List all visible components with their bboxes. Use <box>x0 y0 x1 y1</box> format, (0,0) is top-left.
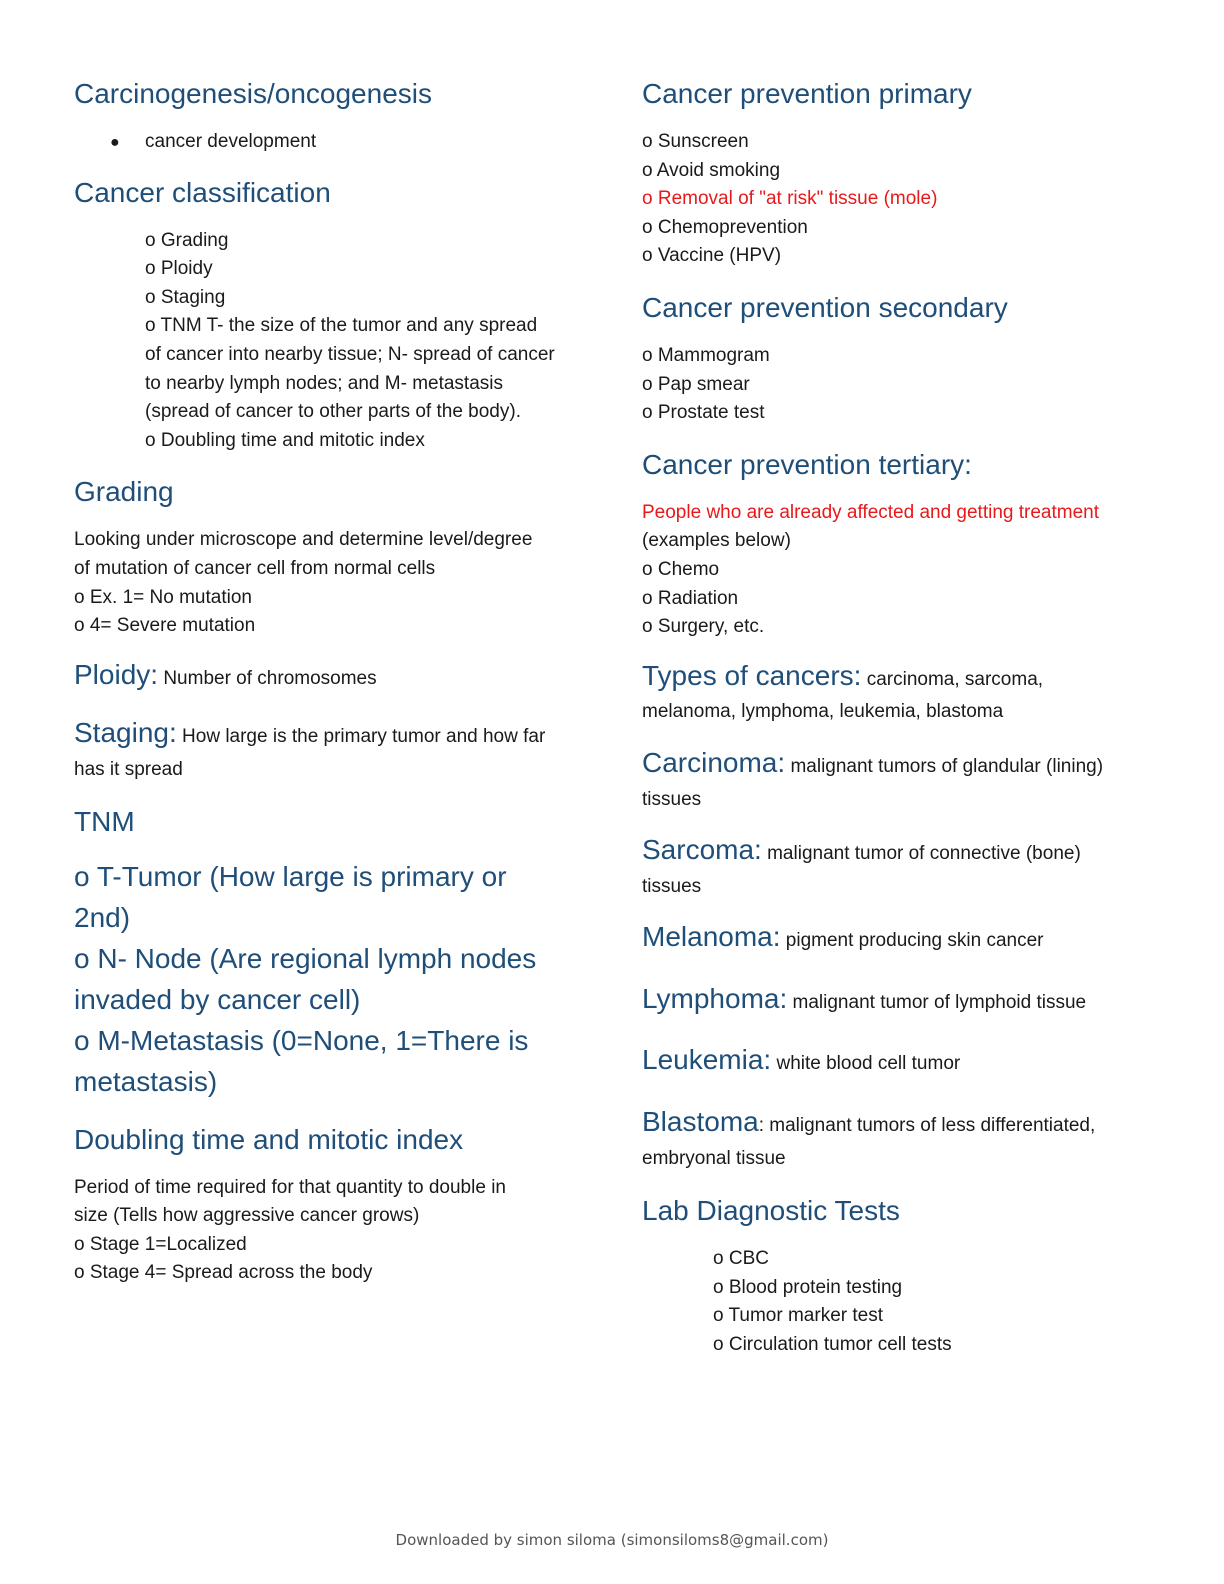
list-item: o Sunscreen <box>642 131 749 152</box>
tnm-line: 2nd) <box>74 901 131 933</box>
list-item: (examples below) <box>642 530 791 552</box>
carcinoma-block <box>642 746 1152 814</box>
tertiary-list <box>642 499 1152 642</box>
bullet-text: cancer development <box>145 131 317 152</box>
sarcoma-label: Sarcoma: <box>642 834 762 866</box>
download-footer: Downloaded by simon siloma (simonsiloms8@gmail.com) <box>395 1531 829 1549</box>
sarcoma-line <box>642 836 1152 869</box>
lymphoma-text: malignant tumor of lymphoid tissue <box>787 991 1087 1013</box>
right-column <box>642 76 1152 1360</box>
text-line: o Stage 4= Spread across the body <box>74 1262 373 1284</box>
bullet-icon: ● <box>110 134 120 151</box>
list-item: o Prostate test <box>642 402 765 424</box>
carcinoma-label: Carcinoma: <box>642 746 786 778</box>
list-item: of cancer into nearby tissue; N- spread of cancer <box>145 343 555 365</box>
ploidy-label: Ploidy: <box>74 658 159 690</box>
heading-lab-tests: Lab Diagnostic Tests <box>642 1195 900 1227</box>
blastoma-text-cont: embryonal tissue <box>642 1147 786 1169</box>
text-line: o 4= Severe mutation <box>74 615 256 637</box>
melanoma-label: Melanoma: <box>642 921 781 953</box>
text-line: Period of time required for that quantity to double in <box>74 1176 506 1198</box>
carcinoma-text-cont: tissues <box>642 788 702 810</box>
list-item: o Grading <box>145 229 229 251</box>
list-item: o Staging <box>145 286 226 308</box>
heading-prevention-primary: Cancer prevention primary <box>642 78 972 109</box>
staging-label: Staging: <box>74 717 177 749</box>
heading-classification: Cancer classification <box>74 176 331 208</box>
list-item: o Doubling time and mitotic index <box>145 429 425 451</box>
list-item: o Tumor marker test <box>713 1305 883 1327</box>
left-column <box>74 76 574 1288</box>
carcinoma-line <box>642 746 1152 782</box>
list-item: o Ploidy <box>145 258 213 280</box>
grading-body <box>74 526 574 640</box>
list-item: o Blood protein testing <box>713 1276 903 1298</box>
sarcoma-block <box>642 836 1152 901</box>
list-item: o Chemoprevention <box>642 216 808 238</box>
ploidy-text: Number of chromosomes <box>158 667 377 689</box>
list-item: o Radiation <box>642 587 739 609</box>
list-item: o TNM T- the size of the tumor and any spread <box>145 315 538 337</box>
list-item: o Chemo <box>642 558 720 580</box>
blastoma-line <box>642 1108 1152 1141</box>
highlighted-line: People who are already affected and getting treatment <box>642 501 1100 523</box>
types-text: carcinoma, sarcoma, <box>861 668 1044 690</box>
heading-tnm: TNM <box>74 805 135 837</box>
secondary-list <box>642 342 1152 428</box>
list-item: (spread of cancer to other parts of the body). <box>145 401 521 423</box>
tnm-line: o T-Tumor (How large is primary or <box>74 860 507 892</box>
ploidy-line <box>74 658 574 694</box>
leukemia-label: Leukemia: <box>642 1044 772 1076</box>
list-item: o Surgery, etc. <box>642 616 765 638</box>
lymphoma-line <box>642 982 1152 1018</box>
list-item: o CBC <box>713 1248 769 1270</box>
list-item: o Circulation tumor cell tests <box>713 1334 952 1356</box>
types-label: Types of cancers: <box>642 659 862 691</box>
list-item: o Avoid smoking <box>642 159 781 181</box>
text-line: Looking under microscope and determine level/degree <box>74 529 533 551</box>
text-line: of mutation of cancer cell from normal cells <box>74 557 436 579</box>
text-line: size (Tells how aggressive cancer grows) <box>74 1205 420 1227</box>
primary-list <box>642 128 1152 271</box>
types-text-cont: melanoma, lymphoma, leukemia, blastoma <box>642 701 1004 723</box>
blastoma-label: Blastoma <box>642 1106 759 1138</box>
list-item: to nearby lymph nodes; and M- metastasis <box>145 372 504 394</box>
staging-block <box>74 719 574 784</box>
classification-list <box>74 227 574 456</box>
staging-text: How large is the primary tumor and how far <box>176 726 546 748</box>
sarcoma-text-cont: tissues <box>642 875 702 897</box>
staging-line <box>74 719 574 752</box>
melanoma-line <box>642 923 1152 956</box>
text-line: o Stage 1=Localized <box>74 1233 247 1255</box>
staging-text-cont: has it spread <box>74 758 183 780</box>
list-item: o Pap smear <box>642 373 750 395</box>
blastoma-text: : malignant tumors of less differentiated, <box>758 1115 1096 1137</box>
text-line: o Ex. 1= No mutation <box>74 586 252 608</box>
heading-prevention-secondary: Cancer prevention secondary <box>642 291 1008 323</box>
heading-doubling: Doubling time and mitotic index <box>74 1123 464 1155</box>
blastoma-block <box>642 1108 1152 1173</box>
list-item-highlighted: o Removal of "at risk" tissue (mole) <box>642 188 938 210</box>
heading-prevention-tertiary: Cancer prevention tertiary: <box>642 448 972 480</box>
leukemia-text: white blood cell tumor <box>771 1053 961 1075</box>
bullet-item <box>74 128 574 158</box>
melanoma-text: pigment producing skin cancer <box>780 930 1044 952</box>
lymphoma-label: Lymphoma: <box>642 982 788 1014</box>
tnm-line: metastasis) <box>74 1065 218 1097</box>
sarcoma-text: malignant tumor of connective (bone) <box>761 843 1081 865</box>
doubling-body <box>74 1174 574 1288</box>
leukemia-line <box>642 1046 1152 1079</box>
carcinoma-text: malignant tumors of glandular (lining) <box>785 755 1104 777</box>
tnm-list <box>74 856 574 1102</box>
heading-grading: Grading <box>74 476 174 508</box>
list-item: o Vaccine (HPV) <box>642 245 782 267</box>
types-line <box>642 659 1152 695</box>
heading-carcinogenesis: Carcinogenesis/oncogenesis <box>74 78 432 109</box>
lab-list <box>642 1245 1152 1359</box>
tnm-line: invaded by cancer cell) <box>74 983 361 1015</box>
tnm-line: o M-Metastasis (0=None, 1=There is <box>74 1024 529 1056</box>
list-item: o Mammogram <box>642 344 770 366</box>
tnm-line: o N- Node (Are regional lymph nodes <box>74 942 537 974</box>
types-block <box>642 659 1152 727</box>
